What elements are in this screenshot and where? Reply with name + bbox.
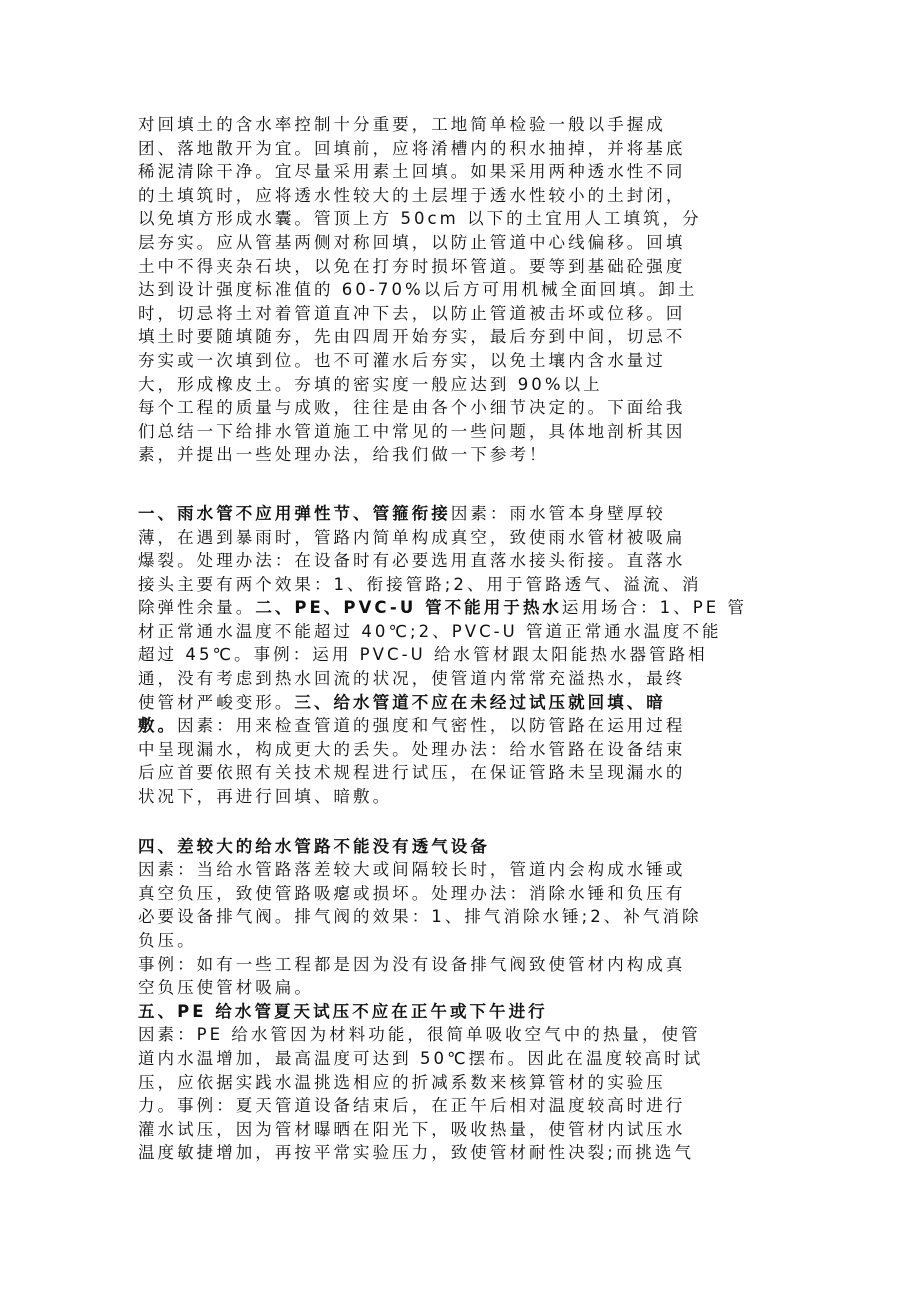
text-line xyxy=(138,714,778,738)
inline-text: 因素：用来检查管道的强度和气密性，以防管路在运用过程 xyxy=(177,716,686,736)
text-line: 材正常通水温度不能超过 40℃;2、PVC-U 管道正常通水温度不能 xyxy=(138,621,722,641)
section-three-heading-end: 敷。 xyxy=(138,716,178,736)
section-four-heading: 四、差较大的给水管路不能没有透气设备 xyxy=(138,836,490,856)
text-line: 中呈现漏水，构成更大的丢失。处理办法：给水管路在设备结束 xyxy=(138,739,686,759)
text-line: 负压。 xyxy=(138,931,197,950)
text-line: 素，并提出一些处理办法，给我们做一下参考！ xyxy=(138,445,549,465)
text-line: 空负压使管材吸扁。 xyxy=(138,978,314,998)
section-one-heading: 一、雨水管不应用弹性节、管箍衔接 xyxy=(138,503,451,523)
text-line: 压，应依据实践水温挑选相应的折减系数来核算管材的实验压 xyxy=(138,1072,666,1092)
text-line: 真空负压，致使管路吸瘪或损坏。处理办法：消除水锤和负压有 xyxy=(138,883,686,903)
text-line: 夯实或一次填到位。也不可灌水后夯实，以免土壤内含水量过 xyxy=(138,350,666,370)
text-line xyxy=(138,596,778,620)
text-line: 通，没有考虑到热水回流的状况，使管道内常常充溢热水，最终 xyxy=(138,669,686,689)
text-line xyxy=(138,691,778,715)
text-line: 事例：如有一些工程都是因为没有设备排气阀致使管材内构成真 xyxy=(138,954,686,974)
text-line: 道内水温增加，最高温度可达到 50℃摆布。因此在温度较高时试 xyxy=(138,1048,704,1068)
text-line: 层夯实。应从管基两侧对称回填，以防止管道中心线偏移。回填 xyxy=(138,232,686,252)
text-line: 必要设备排气阀。排气阀的效果：1、排气消除水锤;2、补气消除 xyxy=(138,907,702,927)
section-five-heading: 五、PE 给水管夏天试压不应在正午或下午进行 xyxy=(138,1001,548,1021)
text-line: 们总结一下给排水管道施工中常见的一些问题，具体地剖析其因 xyxy=(138,421,686,441)
text-line: 以免填方形成水囊。管顶上方 50cm 以下的土宜用人工填筑，分 xyxy=(138,209,702,229)
inline-text: 运用场合：1、PE 管 xyxy=(561,598,748,618)
section-three-heading: 三、给水管道不应在未经过试压就回填、暗 xyxy=(294,692,666,712)
document-page xyxy=(138,113,778,1165)
text-line: 超过 45℃。事例：运用 PVC-U 给水管材跟太阳能热水器管路相 xyxy=(138,645,708,665)
text-line: 填土时要随填随夯，先由四周开始夯实，最后夯到中间，切忌不 xyxy=(138,327,686,347)
text-line: 对回填土的含水率控制十分重要，工地简单检验一般以手握成 xyxy=(138,115,666,134)
text-line: 因素：当给水管路落差较大或间隔较长时，管道内会构成水锤或 xyxy=(138,860,686,880)
section-one-to-three xyxy=(138,502,778,809)
text-line: 接头主要有两个效果：1、衔接管路;2、用于管路透气、溢流、消 xyxy=(138,574,702,594)
text-line: 状况下，再进行回填、暗敷。 xyxy=(138,787,393,807)
section-five xyxy=(138,1000,778,1165)
text-line: 力。事例：夏天管道设备结束后，在正午后相对温度较高时进行 xyxy=(138,1096,686,1116)
paragraph-backfill xyxy=(138,113,778,396)
text-line xyxy=(138,502,778,526)
text-line: 灌水试压，因为管材曝晒在阳光下，吸收热量，使管材内试压水 xyxy=(138,1119,686,1139)
text-line: 稀泥清除干净。宜尽量采用素土回填。如果采用两种透水性不同 xyxy=(138,162,686,182)
inline-text: 使管材严峻变形。 xyxy=(138,692,295,712)
section-two-heading: 二、PE、PVC-U 管不能用于热水 xyxy=(255,598,562,618)
text-line: 后应首要依照有关技术规程进行试压，在保证管路未呈现漏水的 xyxy=(138,763,686,783)
text-line: 因素：PE 给水管因为材料功能，很简单吸收空气中的热量，使管 xyxy=(138,1025,701,1045)
spacer xyxy=(138,467,778,502)
text-line: 爆裂。处理办法：在设备时有必要选用直落水接头衔接。直落水 xyxy=(138,551,686,571)
text-line: 的土填筑时，应将透水性较大的土层埋于透水性较小的土封闭， xyxy=(138,185,686,205)
inline-text: 除弹性余量。 xyxy=(138,598,256,618)
section-four xyxy=(138,835,778,1000)
text-line: 达到设计强度标准值的 60-70%以后方可用机械全面回填。卸土 xyxy=(138,280,698,300)
text-line: 每个工程的质量与成败，往往是由各个小细节决定的。下面给我 xyxy=(138,398,686,418)
text-line: 时，切忌将土对着管道直冲下去，以防止管道被击坏或位移。回 xyxy=(138,303,686,323)
text-line: 薄，在遇到暴雨时，管路内简单构成真空，致使雨水管材被吸扁 xyxy=(138,527,686,547)
inline-text: 因素：雨水管本身壁厚较 xyxy=(450,503,666,523)
text-line: 团、落地散开为宜。回填前，应将淆槽内的积水抽掉，并将基底 xyxy=(138,138,686,158)
spacer xyxy=(138,809,778,835)
text-line: 温度敏捷增加，再按平常实验压力，致使管材耐性决裂;而挑选气 xyxy=(138,1143,695,1163)
paragraph-intro xyxy=(138,396,778,467)
text-line: 土中不得夹杂石块，以免在打夯时损坏管道。要等到基础砼强度 xyxy=(138,256,686,276)
text-line: 大，形成橡皮土。夯填的密实度一般应达到 90%以上 xyxy=(138,374,603,394)
